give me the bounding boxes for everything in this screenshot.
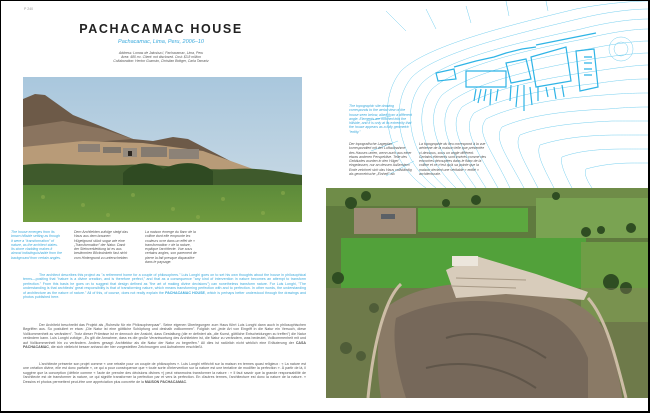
magazine-spread	[1, 1, 648, 411]
photo-caption-en: The house emerges from its brown hillside setting as though it were a "transformation" of nature, as the architect states. Its stone cladding makes it almost indistinguishable from the background from certain angles.	[11, 230, 62, 260]
body-text-english	[23, 273, 306, 300]
hillside-photo-image	[23, 77, 302, 222]
body-fr-house-name: MAISON PACHACAMAC	[144, 379, 187, 384]
body-en-text: The architect describes this project as "a retirement home for a couple of philosophers." Luis Longhi goes on to set his own thoughts about the house in philosophical terms—positing that "nature is a divine creation, and is therefore perfect," and that as a consequence "any kind of intervention in nature becomes an attempt to transform perfection." From this basis he goes on to suggest that design defined as "the art of making divine decisions") can nonetheless transform nature. For Luis Longhi, "The understanding is that architects' great responsibility is that of transforming nature, which means transforming perfection with and to perfection. In other words, the understanding of architecture as the nature of nature." All of this, of course, does not really explain the	[23, 273, 306, 295]
page-number: P 240	[24, 7, 34, 11]
body-en-house-name: PACHACAMAC HOUSE	[165, 290, 205, 295]
body-fr-text: L'architecte présente son projet comme « une retraite pour un couple de philosophes ». Luis Longhi réfléchit sur la maison en termes quasi religieux : « La nature est une création divine, elle est donc parfaite », ce qui a pour conséquence que « toute sorte d'intervention sur la nature est une tentative de modifier la perfection ». À partir de là, il suggère que la conception (définie comme « l'acte de prendre des décisions divines ») peut néanmoins transformer la nature : « Il faut savoir que la grande responsabilité de l'architecte est de transformer la nature, ce qui signifie transformer la perfection par et vers la perfection. En d'autres termes, l'architecture est donc la nature de la nature. » Dessins et photos permettent peut-être une appréciation plus concrète de la	[23, 362, 306, 384]
plan-caption-de: Der topografische Lageplan korrespondiert mit der Luftaufnahme des Hauses unten, wenn auch aus einer etwas anderen Perspektive. Teile des Gebäudes wurden in den Hügel eingelassen, nur an dessen äußerstem Ende zeichnet sich das Haus vollständig als geometrische „Einheit" ab.	[349, 142, 412, 177]
page-title: PACHACAMAC HOUSE	[79, 22, 243, 36]
body-de-text-end: , die sich vielleicht besser anhand der hier vorgestellten Zeichnungen und Aufnahmen erschließt.	[48, 345, 203, 350]
body-de-text: Der Architekt beschreibt das Projekt als „Ruhesitz für ein Philosophenpaar". Seine eigenen Überlegungen zum Haus führt Luis Longhi dann auch in philosophischen Begriffen aus. So postuliert er etwa: „Die Natur ist eine göttliche Schöpfung und deshalb vollkommen". Folglich sei „jede Art von Eingriff in die Natur ein Versuch, diese Vollkommenheit zu verändern". Trotz dieser Prämisse ist er dennoch der Ansicht, dass Gestaltung (die er definiert als „die Kunst, göttliche Entscheidungen zu treffen") die Natur verändern kann. Luis Longhi zufolge: „Es gilt die Annahme, dass es die große Verantwortung des Architekten ist, die Natur zu verändern, was bedeutet, Vollkommenheit mit und auf Vollkommenheit hin zu verändern. Anders gesagt: Architektur als die Natur der Natur zu begreifen." All dies ist natürlich nicht wirklich eine Erläuterung der	[23, 323, 306, 345]
photo-caption-fr: La maison émerge du flanc de la colline dont elle emprunte les couleurs ocre dans un effet de « transformation » de la nature, explique l'architecte. Vue sous certains angles, son parement de pierre la fait presque disparaître dans le paysage.	[145, 230, 197, 265]
plan-caption-fr: La topographie du lieu correspond à la vue aérienne de la maison telle que présentée ci-dessous, sous un angle différent. Certains éléments sont insérés comme des encoches découpées dans le flanc de la colline et ce n'est qu'à sa pointe que la maison devient une véritable « entité » architecturale.	[419, 142, 487, 177]
hillside-photo	[23, 77, 302, 222]
body-text-german	[23, 323, 306, 350]
project-location-date: Pachacamac, Lima, Peru, 2006–10	[118, 39, 204, 45]
body-en-text-end: , which is perhaps better understood through the drawings and photos published here.	[23, 290, 306, 300]
body-fr-text-end: .	[186, 379, 188, 384]
meta-address: Address: Lomas de Jatosisa I, Pachacamac, Lima, Peru	[118, 51, 204, 55]
aerial-photo-image	[326, 188, 648, 398]
meta-collaboration: Collaboration: Hector Guzmán, Christian Bottger, Carla Tamariz	[113, 59, 209, 64]
body-de-house-name: CASA PACHACAMAC	[23, 340, 306, 350]
aerial-photo	[326, 188, 648, 398]
photo-caption-de: Dem Architekten zufolge steigt das Haus aus dem braunen Hügelgrund stück sogar wie eine „Transformation" der Natur. Dank der Steinverkleidung ist es aus bestimmten Blickwinkeln fast nicht vom Hintergrund zu unterscheiden.	[74, 230, 129, 260]
plan-caption-en: The topographic site drawing corresponds to the aerial view of the house seen below, albeit from a different angle. Elements are notched into the hillside, and it is only at its extremity that the house appears as a fully geometric "entity."	[349, 104, 412, 134]
meta-area-client-cost: Area: 480 m². Client: not disclosed. Cost: $3.8 million	[121, 55, 201, 60]
project-meta	[61, 51, 261, 63]
body-text-french	[23, 362, 306, 384]
